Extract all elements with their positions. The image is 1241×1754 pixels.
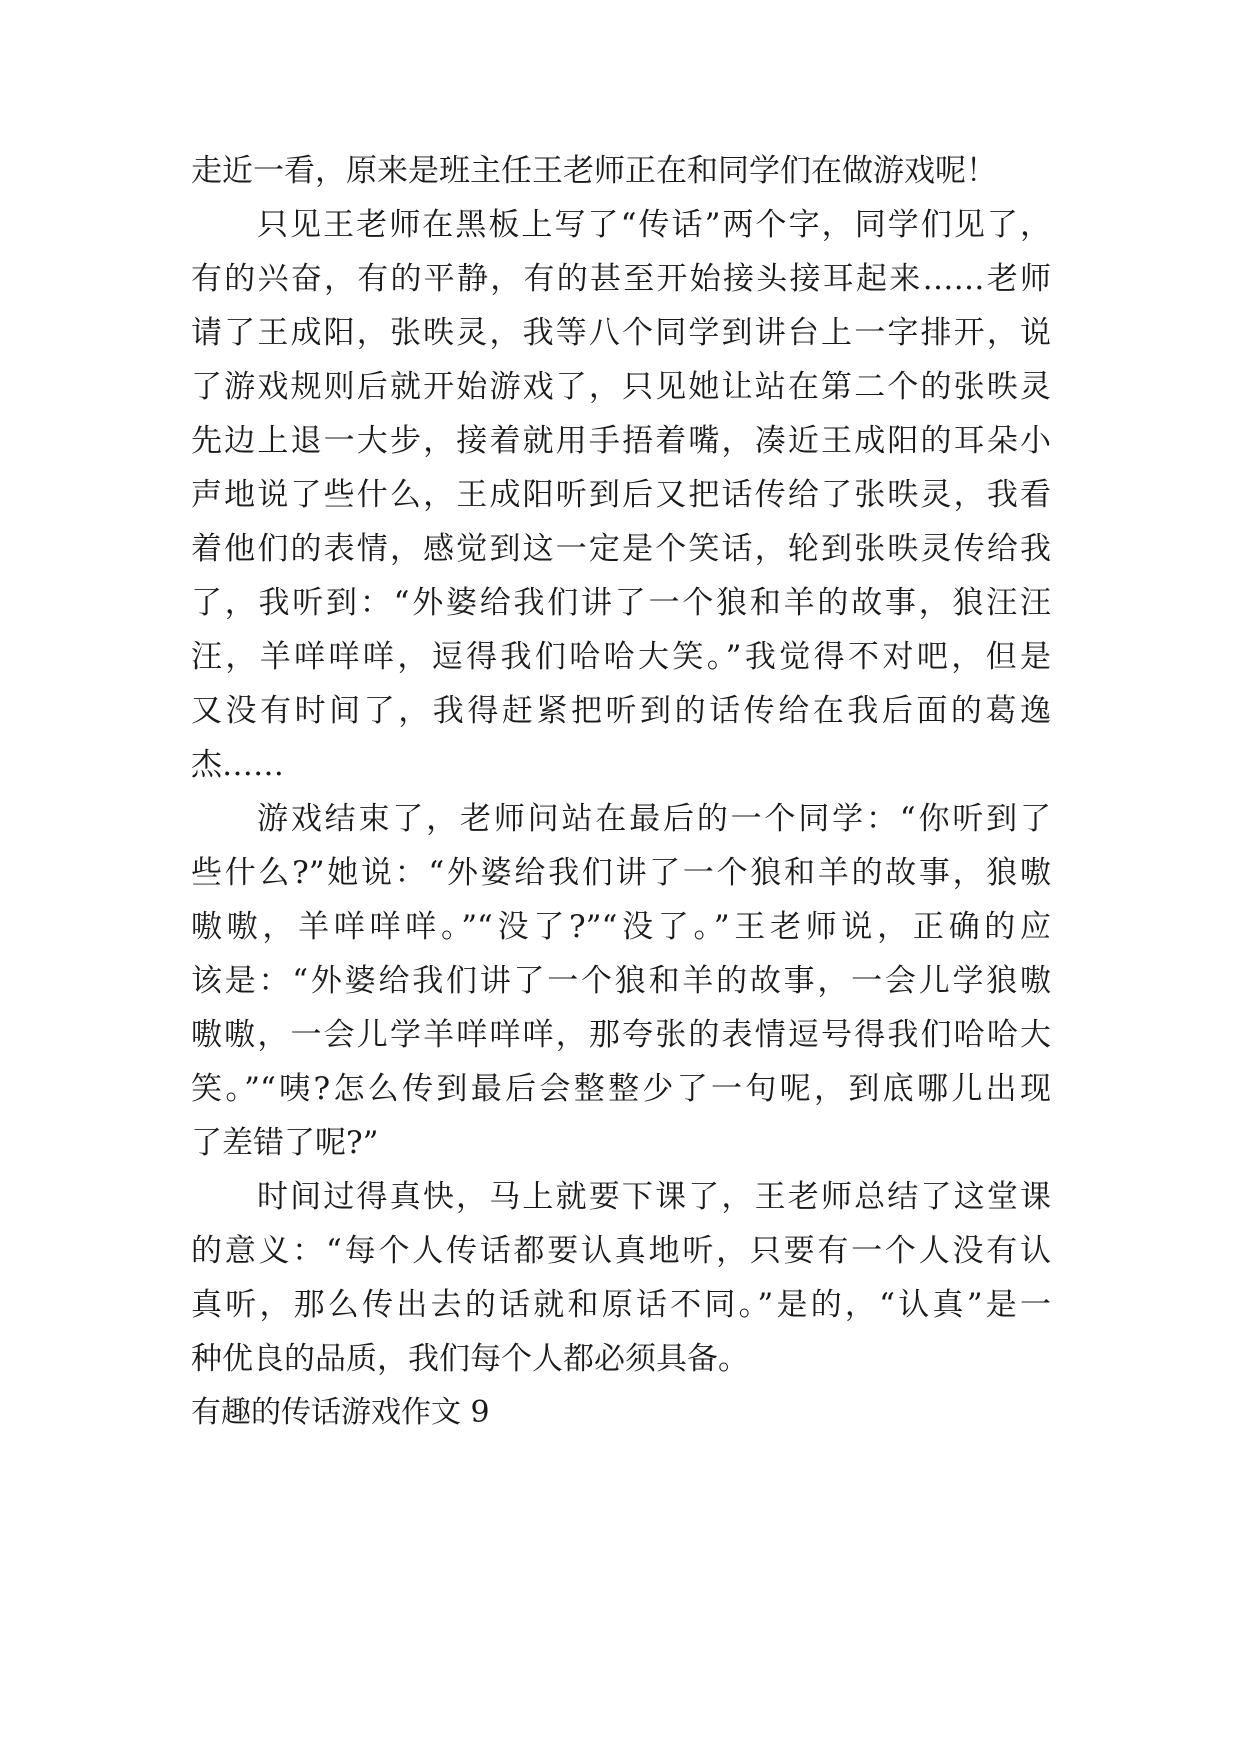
- section-heading: 有趣的传话游戏作文 9: [191, 1395, 490, 1430]
- text-line: 又没有时间了，我得赶紧把听到的话传给在我后面的葛逸: [191, 693, 1051, 729]
- text-line: 种优良的品质，我们每个人都必须具备。: [191, 1341, 749, 1377]
- text-line: 真听，那么传出去的话就和原话不同。”是的，“认真”是一: [191, 1287, 1051, 1323]
- text-line: 时间过得真快，马上就要下课了，王老师总结了这堂课: [257, 1179, 1051, 1215]
- text-line: 汪，羊咩咩咩，逗得我们哈哈大笑。”我觉得不对吧，但是: [191, 639, 1051, 675]
- text-line: 游戏结束了，老师问站在最后的一个同学：“你听到了: [257, 801, 1051, 837]
- text-line: 声地说了些什么，王成阳听到后又把话传给了张昳灵，我看: [191, 477, 1051, 513]
- text-line: 的意义：“每个人传话都要认真地听，只要有一个人没有认: [191, 1233, 1051, 1269]
- text-line: 了，我听到：“外婆给我们讲了一个狼和羊的故事，狼汪汪: [191, 585, 1051, 621]
- text-line: 请了王成阳，张昳灵，我等八个同学到讲台上一字排开，说: [191, 315, 1051, 351]
- text-line: 了差错了呢?”: [191, 1125, 379, 1161]
- text-line: 该是：“外婆给我们讲了一个狼和羊的故事，一会儿学狼嗷: [191, 963, 1051, 999]
- text-line: 笑。”“咦?怎么传到最后会整整少了一句呢，到底哪儿出现: [191, 1071, 1051, 1107]
- text-line: 嗷嗷，羊咩咩咩。”“没了?”“没了。”王老师说，正确的应: [191, 909, 1051, 945]
- text-line: 些什么?”她说：“外婆给我们讲了一个狼和羊的故事，狼嗷: [191, 855, 1051, 891]
- text-line: 着他们的表情，感觉到这一定是个笑话，轮到张昳灵传给我: [191, 531, 1051, 567]
- text-line: 走近一看，原来是班主任王老师正在和同学们在做游戏呢！: [191, 153, 997, 189]
- text-line: 了游戏规则后就开始游戏了，只见她让站在第二个的张昳灵: [191, 369, 1051, 405]
- text-line: 先边上退一大步，接着就用手捂着嘴，凑近王成阳的耳朵小: [191, 423, 1051, 459]
- text-line: 只见王老师在黑板上写了“传话”两个字，同学们见了，: [257, 207, 1051, 243]
- text-line: 有的兴奋，有的平静，有的甚至开始接头接耳起来……老师: [191, 261, 1051, 297]
- text-line: 杰……: [191, 747, 284, 783]
- text-line: 嗷嗷，一会儿学羊咩咩咩，那夸张的表情逗号得我们哈哈大: [191, 1017, 1051, 1053]
